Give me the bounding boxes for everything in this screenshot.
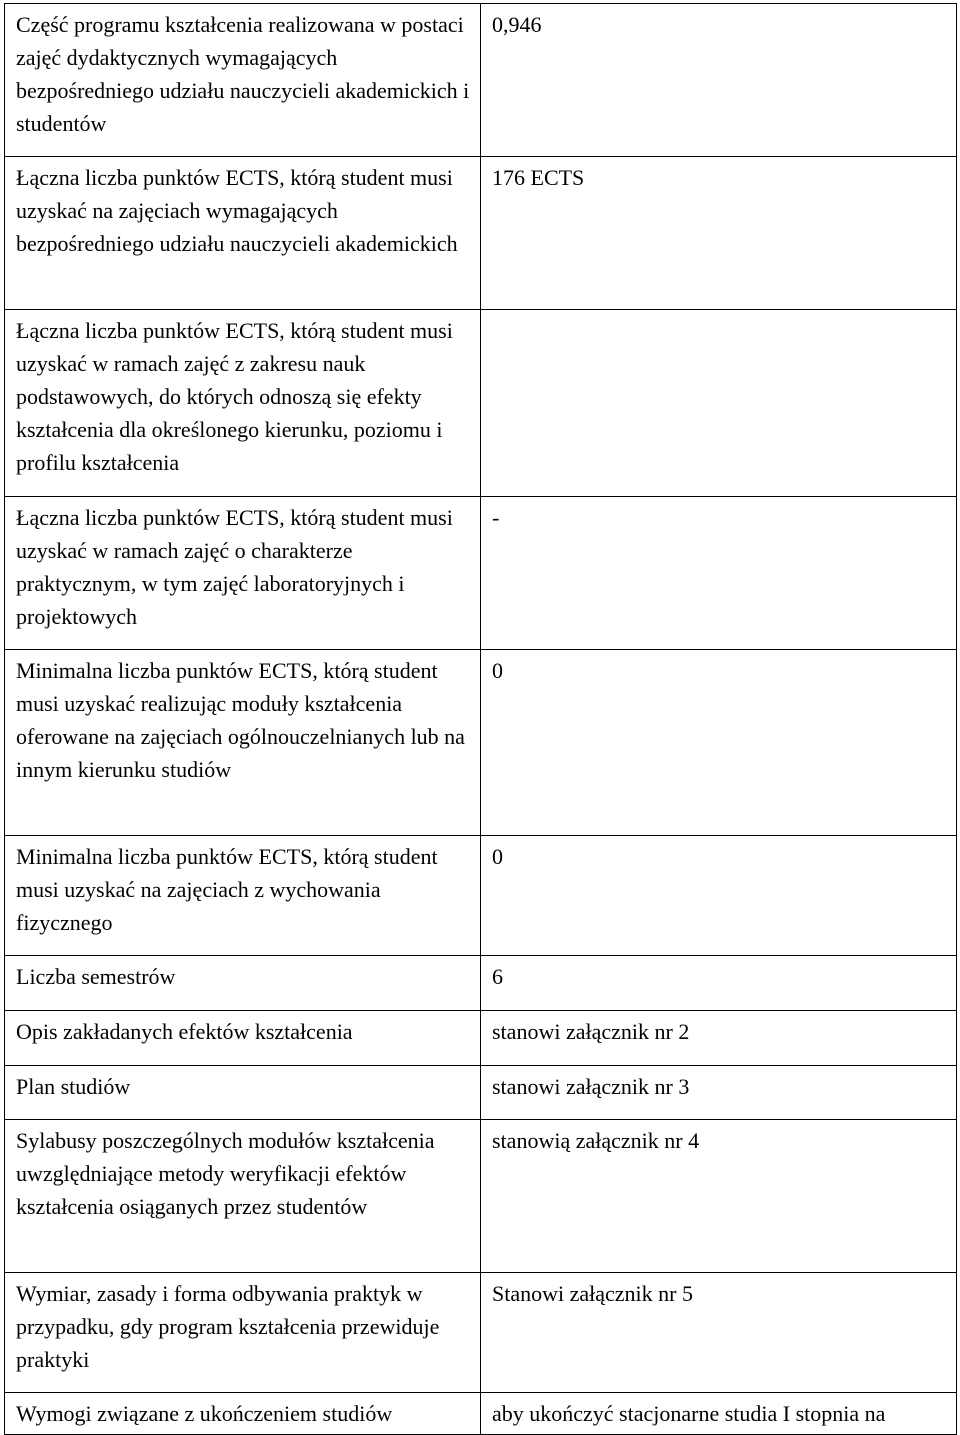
table-row	[5, 310, 957, 497]
table-row	[5, 1393, 957, 1435]
row-label-text: Sylabusy poszczególnych modułów kształcenia uwzględniające metody weryfikacji efektów kształcenia osiąganych przez studentów	[16, 1128, 435, 1219]
curriculum-table	[4, 3, 957, 1435]
row-value	[481, 157, 957, 310]
row-label-text: Opis zakładanych efektów kształcenia	[16, 1019, 353, 1044]
row-label	[5, 1011, 481, 1066]
table-row	[5, 650, 957, 836]
table-row	[5, 157, 957, 310]
row-value-text: -	[492, 505, 500, 530]
row-label	[5, 497, 481, 650]
row-label-text: Minimalna liczba punktów ECTS, którą student musi uzyskać realizując moduły kształcenia oferowane na zajęciach ogólnouczelnianych lub na innym kierunku studiów	[16, 658, 465, 782]
row-label	[5, 310, 481, 497]
row-value	[481, 1066, 957, 1120]
row-label	[5, 157, 481, 310]
table-row	[5, 4, 957, 157]
row-value	[481, 956, 957, 1011]
row-value-text: 176 ECTS	[492, 165, 585, 190]
row-value-text: stanowią załącznik nr 4	[492, 1128, 700, 1153]
row-value-text: stanowi załącznik nr 3	[492, 1074, 690, 1099]
table-row	[5, 1011, 957, 1066]
row-label	[5, 956, 481, 1011]
table-row	[5, 956, 957, 1011]
row-label	[5, 836, 481, 956]
table-row	[5, 1273, 957, 1393]
table-row	[5, 1066, 957, 1120]
row-value	[481, 1120, 957, 1273]
row-value-text: aby ukończyć stacjonarne studia I stopnia na	[492, 1401, 886, 1426]
row-value-text: 6	[492, 964, 503, 989]
row-label-text: Liczba semestrów	[16, 964, 176, 989]
row-label	[5, 4, 481, 157]
row-value	[481, 497, 957, 650]
row-label-text: Wymiar, zasady i forma odbywania praktyk w przypadku, gdy program kształcenia przewiduje praktyki	[16, 1281, 440, 1372]
row-value-text: 0	[492, 844, 503, 869]
row-label	[5, 650, 481, 836]
row-value-text: 0	[492, 658, 503, 683]
row-value	[481, 310, 957, 497]
row-value	[481, 1011, 957, 1066]
row-label	[5, 1120, 481, 1273]
row-label	[5, 1066, 481, 1120]
table-row	[5, 1120, 957, 1273]
row-label-text: Część programu kształcenia realizowana w postaci zajęć dydaktycznych wymagających bezpośredniego udziału nauczycieli akademickich i studentów	[16, 12, 470, 136]
row-value	[481, 836, 957, 956]
row-label-text: Łączna liczba punktów ECTS, którą student musi uzyskać w ramach zajęć o charakterze praktycznym, w tym zajęć laboratoryjnych i projektowych	[16, 505, 453, 629]
row-label-text: Łączna liczba punktów ECTS, którą student musi uzyskać na zajęciach wymagających bezpośredniego udziału nauczycieli akademickich	[16, 165, 458, 256]
row-label-text: Łączna liczba punktów ECTS, którą student musi uzyskać w ramach zajęć z zakresu nauk podstawowych, do których odnoszą się efekty kształcenia dla określonego kierunku, poziomu i profilu kształcenia	[16, 318, 453, 475]
row-value	[481, 4, 957, 157]
row-value	[481, 650, 957, 836]
row-label	[5, 1393, 481, 1435]
row-label-text: Wymogi związane z ukończeniem studiów	[16, 1401, 393, 1426]
table-row	[5, 497, 957, 650]
table-row	[5, 836, 957, 956]
row-value-text: stanowi załącznik nr 2	[492, 1019, 690, 1044]
row-value-text: 0,946	[492, 12, 542, 37]
row-value	[481, 1273, 957, 1393]
row-label	[5, 1273, 481, 1393]
row-value	[481, 1393, 957, 1435]
row-label-text: Minimalna liczba punktów ECTS, którą student musi uzyskać na zajęciach z wychowania fizycznego	[16, 844, 438, 935]
row-value-text: Stanowi załącznik nr 5	[492, 1281, 693, 1306]
row-label-text: Plan studiów	[16, 1074, 131, 1099]
